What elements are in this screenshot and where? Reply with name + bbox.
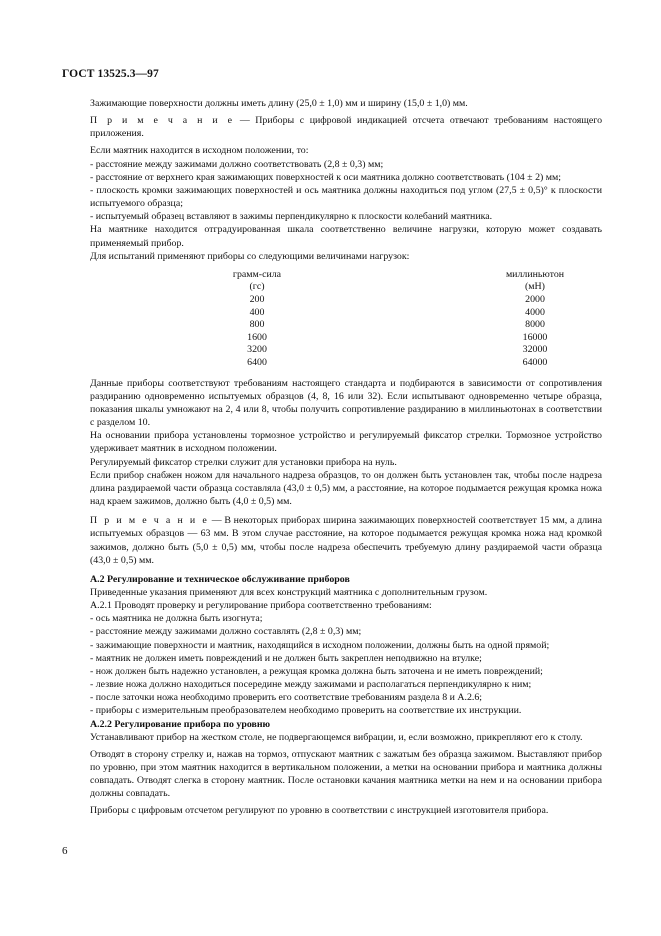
note-text: — В некоторых приборах ширина зажимающих поверхностей соответствует 15 мм, а длина испытуемых образцов — 63 мм. В этом случае расстояние, на которое подымается режущая кромка ножа над кромкой зажимов, должно быть (5,0 ± 0,5) мм, чтобы после надреза обеспечить требуемую длину раздираемой части образца (43,0 ± 0,5) мм. (90, 515, 603, 566)
paragraph: На основании прибора установлены тормозное устройство и регулируемый фиксатор стрелки. Тормозное устройство удерживает маятник в исходном положении. (90, 430, 602, 455)
subsection-title: А.2.2 Регулирование прибора по уровню (90, 718, 271, 730)
section-title: А.2 Регулирование и техническое обслуживание приборов (90, 573, 350, 585)
column-header: грамм-сила (232, 268, 282, 280)
paragraph: На маятнике находится отградуированная шкала соответственно величине нагрузки, которую может создавать применяемый прибор. (90, 224, 602, 249)
table-cell: 400 (249, 306, 265, 318)
list-item: - нож должен быть надежно установлен, а режущая кромка должна быть заточена и не иметь повреждений; (90, 665, 543, 677)
paragraph: Если маятник находится в исходном положении, то: (90, 145, 309, 157)
table-cell: 2000 (525, 294, 545, 306)
table-cell: 800 (249, 319, 265, 331)
note-label: П р и м е ч а н и е (90, 515, 209, 527)
table-cell: 1600 (247, 331, 267, 343)
column-header: миллиньютон (505, 268, 565, 280)
paragraph: Приборы с цифровым отсчетом регулируют по уровню в соответствии с инструкцией изготовителя прибора. (90, 805, 549, 817)
note-text: — Приборы с цифровой индикацией отсчета отвечают требованиям настоящего приложения. (90, 115, 603, 140)
list-item: - расстояние между зажимами должно составлять (2,8 ± 0,3) мм; (90, 626, 362, 638)
conditions-list (90, 158, 602, 224)
table-column-mn (440, 269, 630, 370)
note-label: П р и м е ч а н и е (90, 115, 235, 127)
list-item: - маятник не должен иметь повреждений и не должен быть закреплен неподвижно на втулке; (90, 652, 482, 664)
paragraph: Для испытаний применяют приборы со следующими величинами нагрузок: (90, 250, 410, 262)
requirements-list (90, 612, 602, 717)
column-header-unit: (мН) (525, 281, 545, 293)
list-item: - приборы с измерительным преобразователем необходимо проверить на соответствие их инструкции. (90, 705, 522, 717)
paragraph: Данные приборы соответствуют требованиям настоящего стандарта и подбираются в зависимости от сопротивления раздиранию одновременно испытуемых образцов (4, 8, 16 или 32). Если испытывают одновременно четыре образца, показания шкалы умножают на 2, 4 или 8, чтобы получить сопротивление раздиранию в миллиньютонах в соответствии с разделом 10. (90, 377, 602, 429)
paragraph: Регулируемый фиксатор стрелки служит для установки прибора на нуль. (90, 456, 397, 468)
list-item: - ось маятника не должна быть изогнута; (90, 613, 263, 625)
list-item: - испытуемый образец вставляют в зажимы перпендикулярно к плоскости колебаний маятника. (90, 211, 493, 223)
table-cell: 64000 (522, 357, 548, 369)
paragraph: А.2.1 Проводят проверку и регулирование прибора соответственно требованиям: (90, 600, 432, 612)
list-item: - зажимающие поверхности и маятник, находящийся в исходном положении, должны быть на одной прямой; (90, 639, 550, 651)
table-cell: 6400 (247, 357, 267, 369)
note-1 (90, 114, 602, 140)
document-header: ГОСТ 13525.3—97 (62, 68, 159, 80)
list-item: - после заточки ножа необходимо проверить его соответствие требованиям раздела 8 и А.2.6; (90, 692, 483, 704)
table-cell: 4000 (525, 306, 545, 318)
table-cell: 16000 (522, 331, 548, 343)
paragraph: Приведенные указания применяют для всех конструкций маятника с дополнительным грузом. (90, 586, 488, 598)
document-body (90, 97, 602, 818)
paragraph: Устанавливают прибор на жестком столе, не подвергающемся вибрации, и, если возможно, прикрепляют его к столу. (90, 731, 583, 743)
list-item: - расстояние между зажимами должно соответствовать (2,8 ± 0,3) мм; (90, 158, 384, 170)
note-2 (90, 514, 602, 567)
table-cell: 32000 (522, 344, 548, 356)
paragraph: Зажимающие поверхности должны иметь длину (25,0 ± 1,0) мм и ширину (15,0 ± 1,0) мм. (90, 98, 468, 109)
list-item: - расстояние от верхнего края зажимающих поверхностей к оси маятника должно соответствовать (104 ± 2) мм; (90, 171, 562, 183)
table-cell: 200 (249, 294, 265, 306)
table-cell: 3200 (247, 344, 267, 356)
column-header-unit: (гс) (249, 281, 265, 293)
table-cell: 8000 (525, 319, 545, 331)
page-number: 6 (62, 845, 68, 857)
load-table (162, 269, 632, 370)
list-item: - лезвие ножа должно находиться посередине между зажимами и располагаться перпендикулярно к ним; (90, 679, 532, 691)
table-column-gs (162, 269, 352, 370)
paragraph: Если прибор снабжен ножом для начального надреза образцов, то он должен быть установлен так, чтобы после надреза длина раздираемой части образца составляла (43,0 ± 0,5) мм, а расстояние, на которое подымается режущая кромка ножа над краем зажимов, должно быть (4,0 ± 0,5) мм. (90, 469, 602, 508)
list-item: - плоскость кромки зажимающих поверхностей и ось маятника должны находиться под углом (27,5 ± 0,5)° к плоскости испытуемого образца; (90, 184, 602, 210)
paragraph: Отводят в сторону стрелку и, нажав на тормоз, отпускают маятник с зажатым без образца зажимом. Выставляют прибор по уровню, при этом маятник находится в вертикальном положении, а метки на основании прибора и маятника должны совпадать. Отводят слегка в сторону маятник. После остановки качания маятника метки на нем и на основании прибора должны совпадать. (90, 748, 602, 800)
